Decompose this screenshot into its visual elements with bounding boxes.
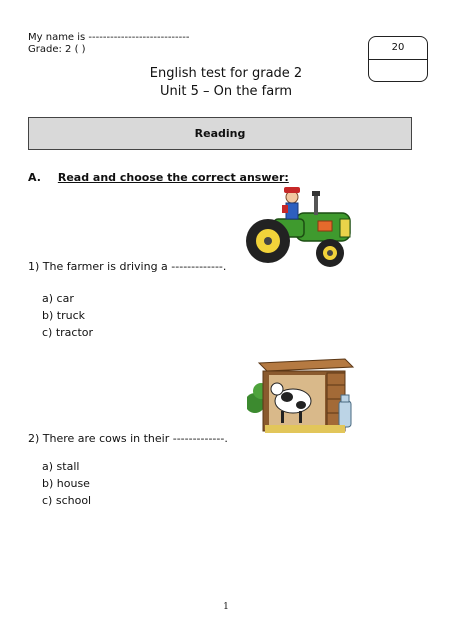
question-1-options: [42, 290, 93, 341]
option-1c[interactable]: c) tractor: [42, 326, 94, 339]
grade-line: Grade: 2 ( ): [28, 44, 86, 55]
score-divider: [369, 59, 427, 60]
section-letter: A.: [28, 171, 41, 184]
section-instruction: Read and choose the correct answer:: [57, 171, 289, 184]
cows-in-stall-image: [247, 355, 357, 441]
question-2-options: [42, 458, 91, 509]
option-1b[interactable]: b) truck: [42, 309, 85, 322]
option-2b[interactable]: b) house: [42, 477, 90, 490]
question-2: 2) There are cows in their -------------.: [28, 432, 228, 445]
unit-title: Unit 5 – On the farm: [159, 84, 293, 99]
farmer-on-tractor-image: [244, 183, 358, 275]
option-2a[interactable]: a) stall: [42, 460, 80, 473]
score-value: 20: [391, 42, 405, 53]
option-2c[interactable]: c) school: [42, 494, 92, 507]
banner-label: Reading: [194, 127, 246, 140]
reading-banner: [28, 117, 412, 150]
question-1: 1) The farmer is driving a -------------.: [28, 260, 227, 273]
test-title: English test for grade 2: [149, 66, 303, 81]
option-1a[interactable]: a) car: [42, 292, 74, 305]
name-line: My name is ----------------------------: [28, 32, 190, 43]
page-number: 1: [223, 602, 229, 612]
